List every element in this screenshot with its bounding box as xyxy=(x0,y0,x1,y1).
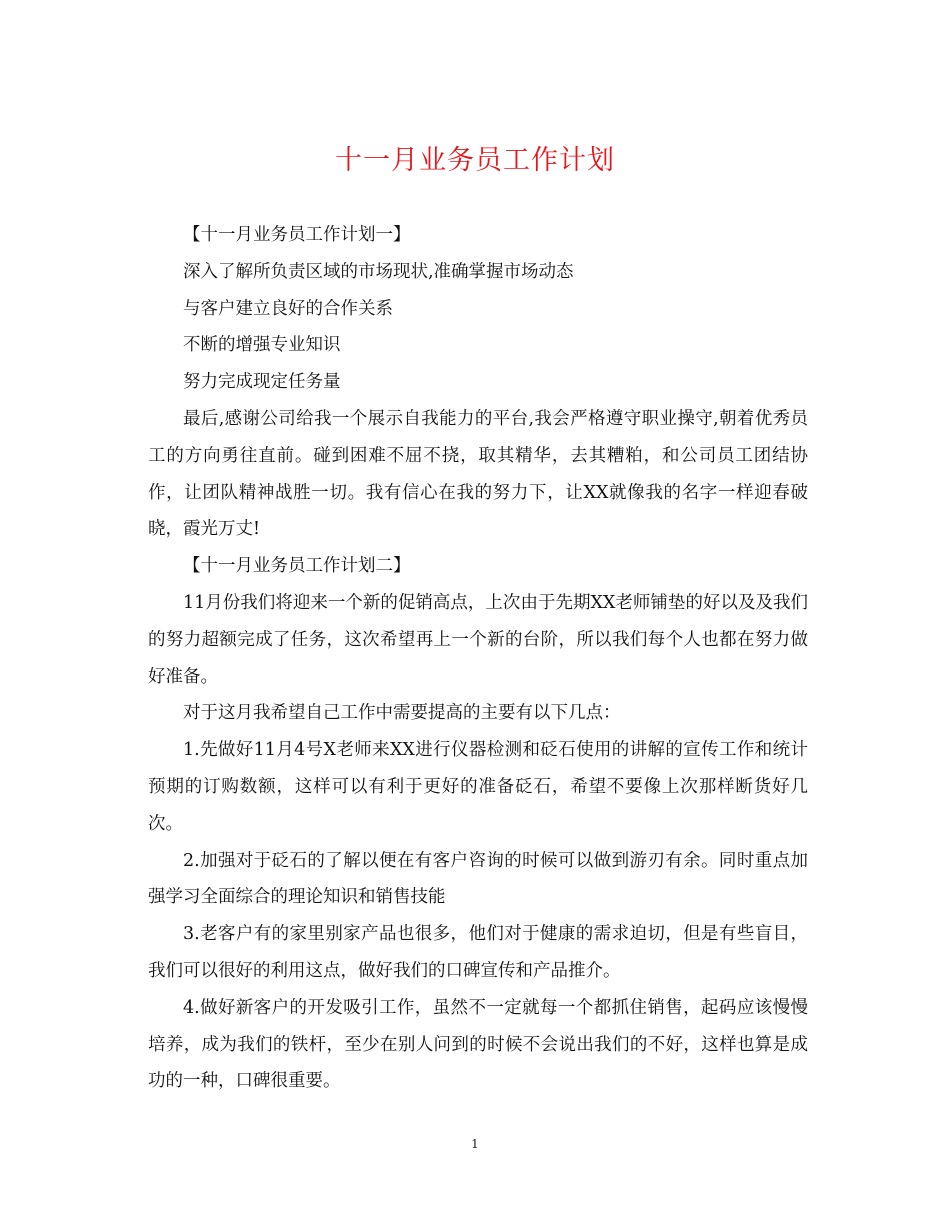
paragraph-customer-relations: 与客户建立良好的合作关系 xyxy=(183,298,393,319)
list-item-point-4: 4.做好新客户的开发吸引工作，虽然不一定就每一个都抓住销售，起码应该慢慢培养，成为我们的铁杆，至少在别人问到的时候不会说出我们的不好，这样也算是成功的一种，口碑很重要。 xyxy=(148,997,808,1092)
list-item-point-2: 2.加强对于砭石的了解以便在有客户咨询的时候可以做到游刃有余。同时重点加强学习全面综合的理论知识和销售技能 xyxy=(148,850,808,908)
paragraph-closing-statement: 最后,感谢公司给我一个展示自我能力的平台,我会严格遵守职业操守,朝着优秀员工的方向勇往直前。碰到困难不屈不挠，取其精华，去其糟粕，和公司员工团结协作，让团队精神战胜一切。我有信心在我的努力下，让XX就像我的名字一样迎春破晓，霞光万丈! xyxy=(148,408,808,540)
document-title: 十一月业务员工作计划 xyxy=(335,145,615,176)
section-heading-plan-two: 【十一月业务员工作计划二】 xyxy=(183,556,411,577)
paragraph-november-promotion: 11月份我们将迎来一个新的促销高点，上次由于先期XX老师铺垫的好以及及我们的努力超额完成了任务，这次希望再上一个新的台阶，所以我们每个人也都在努力做好准备。 xyxy=(148,592,808,687)
paragraph-market-understanding: 深入了解所负责区域的市场现状,准确掌握市场动态 xyxy=(183,261,574,282)
paragraph-professional-knowledge: 不断的增强专业知识 xyxy=(183,335,341,356)
document-body xyxy=(148,217,808,1100)
paragraph-improvement-intro: 对于这月我希望自己工作中需要提高的主要有以下几点： xyxy=(183,703,621,724)
paragraph-task-completion: 努力完成现定任务量 xyxy=(183,372,341,393)
list-item-point-3: 3.老客户有的家里别家产品也很多，他们对于健康的需求迫切，但是有些盲目，我们可以很好的利用这点，做好我们的口碑宣传和产品推介。 xyxy=(148,924,808,981)
list-item-point-1: 1.先做好11月4号X老师来XX进行仪器检测和砭石使用的讲解的宣传工作和统计预期的订购数额，这样可以有利于更好的准备砭石，希望不要像上次那样断货好几次。 xyxy=(148,740,808,834)
section-heading-plan-one: 【十一月业务员工作计划一】 xyxy=(183,225,411,245)
page-number: 1 xyxy=(471,1137,479,1151)
